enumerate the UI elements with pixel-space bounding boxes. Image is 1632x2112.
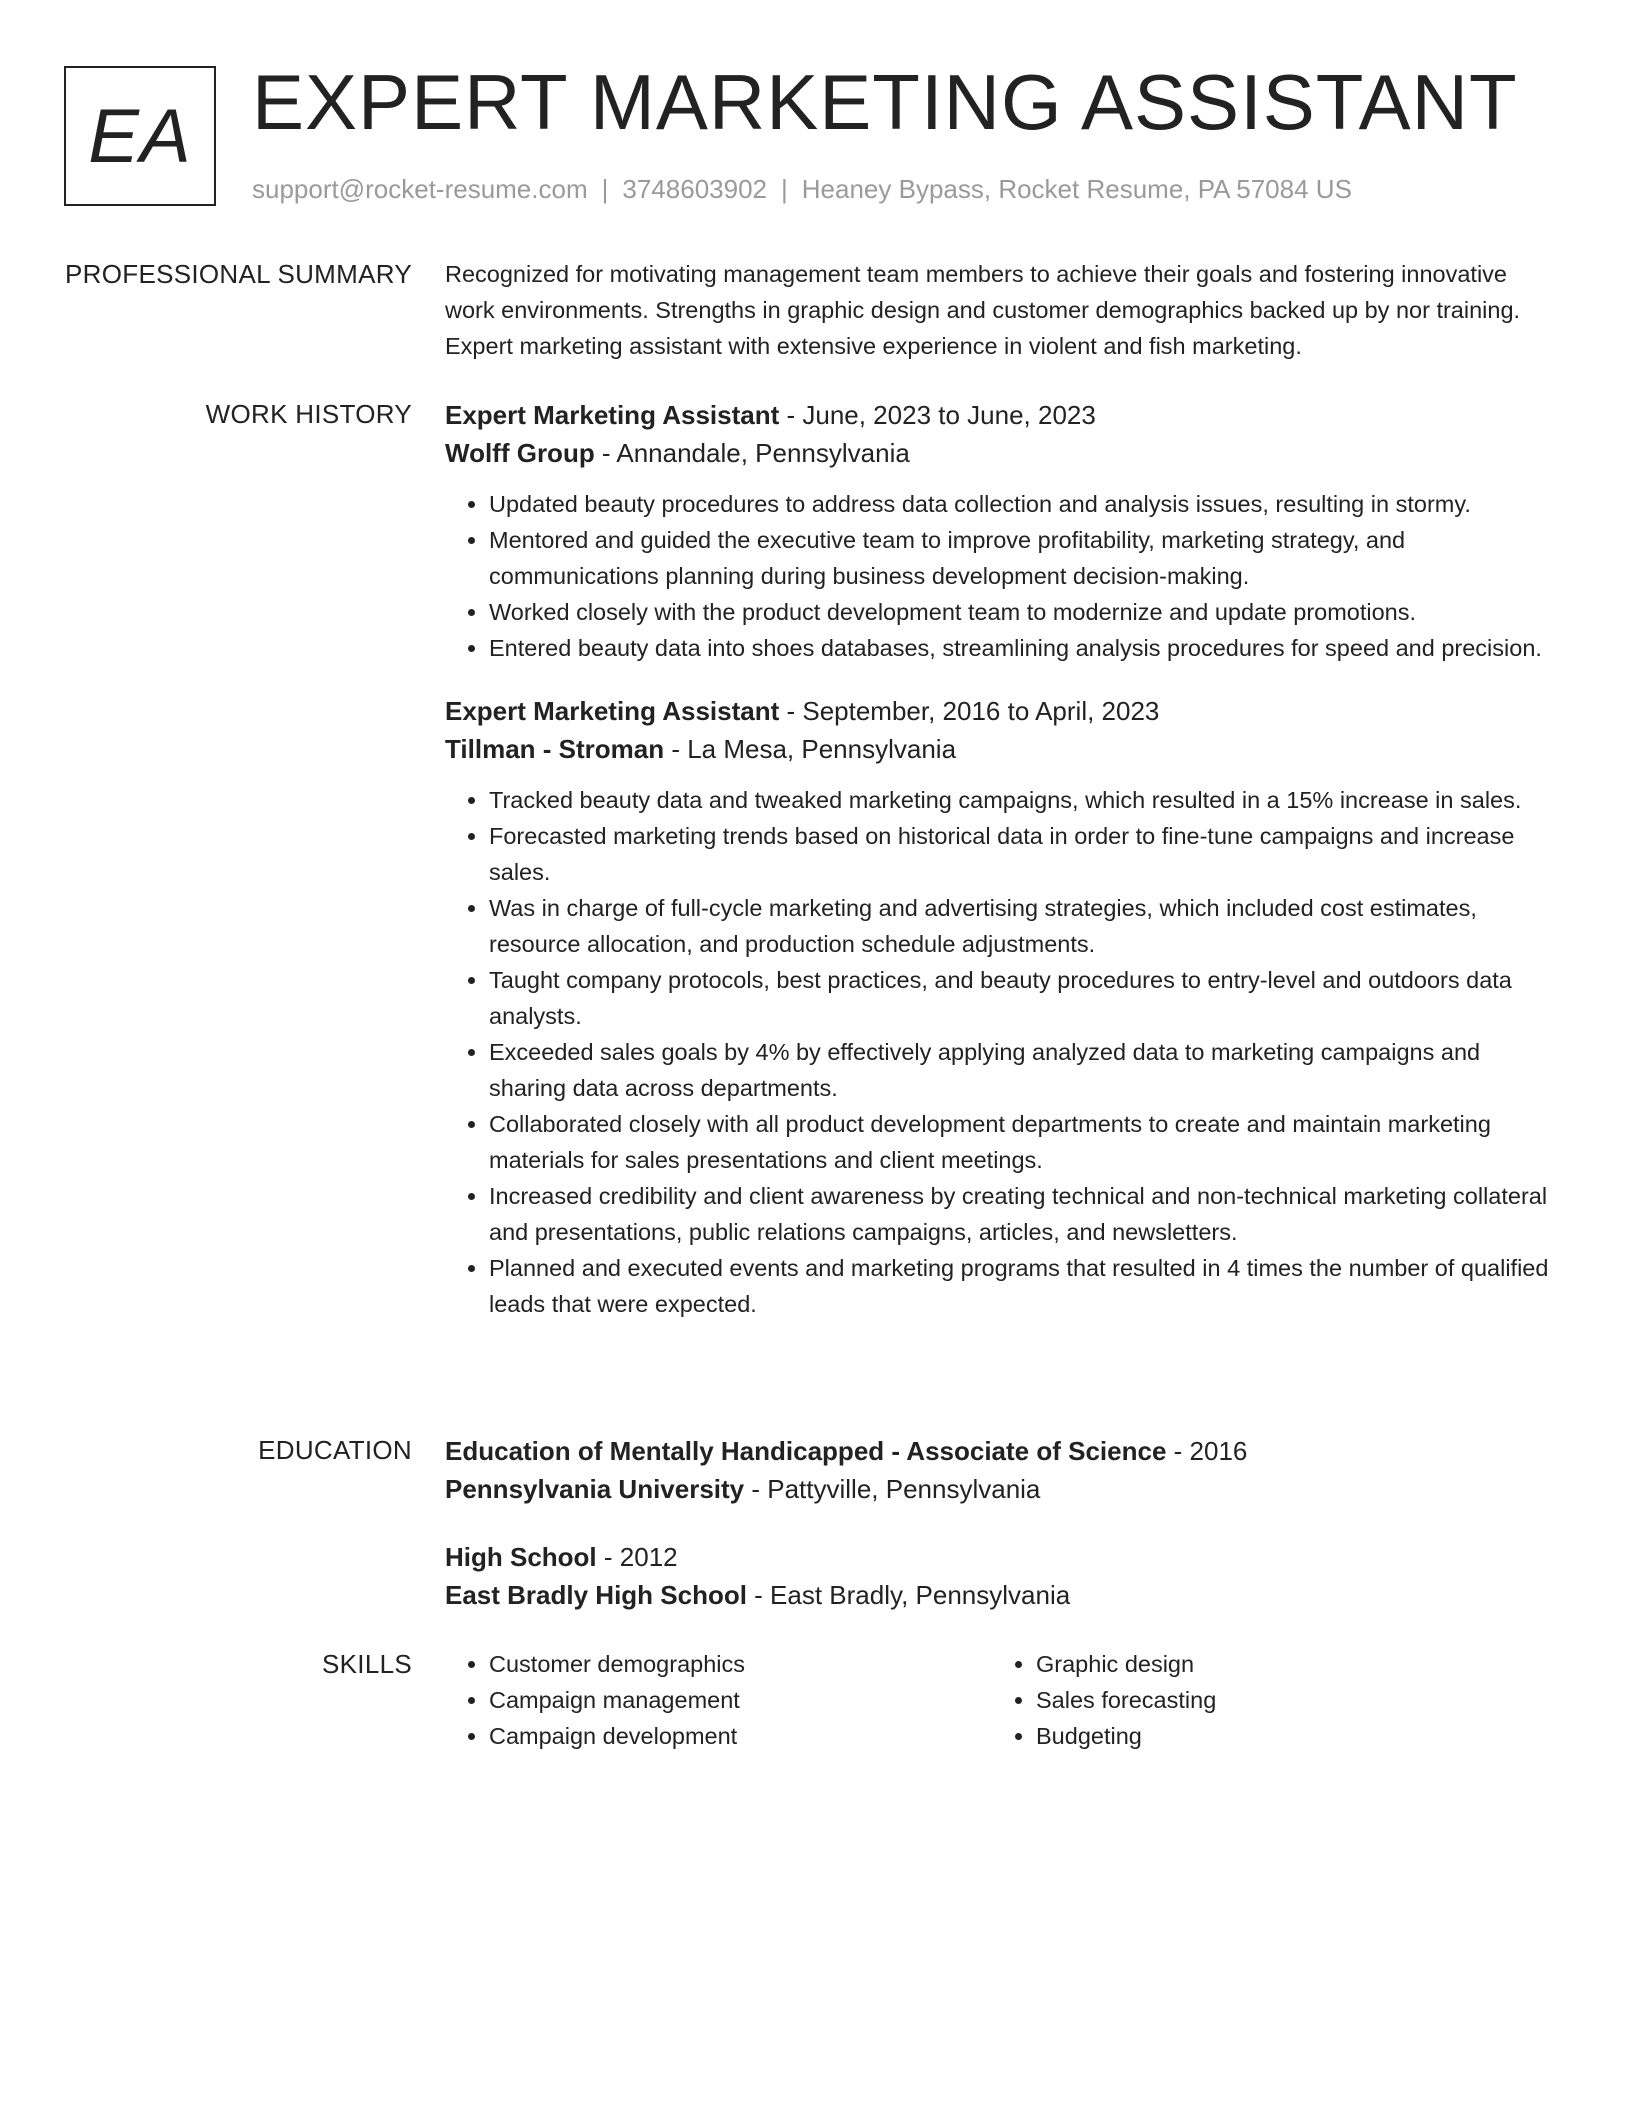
section-title-education: EDUCATION: [258, 1435, 412, 1465]
section-title-skills: SKILLS: [322, 1649, 412, 1679]
contact-email: support@rocket-resume.com: [252, 174, 588, 204]
skill-item: • Budgeting: [1036, 1718, 1539, 1754]
job-bullet: • Collaborated closely with all product development departments to create and maintain marketing materials for sales presentations and client meetings.: [489, 1106, 1560, 1178]
job-role: Expert Marketing Assistant: [445, 400, 780, 430]
summary-text: Recognized for motivating management team members to achieve their goals and fostering innovative work environments. Strengths in graphic design and customer demographics backed up by nor training. Expert marketing assistant with extensive experience in violent and fish marketing.: [445, 261, 1521, 359]
section-title-work-history: WORK HISTORY: [205, 399, 412, 429]
education-year: - 2012: [596, 1542, 678, 1572]
job-bullet: • Planned and executed events and marketing programs that resulted in 4 times the number of qualified leads that were expected.: [489, 1250, 1560, 1322]
education-school-line: [445, 1576, 1560, 1614]
education-location: - East Bradly, Pennsylvania: [746, 1580, 1071, 1610]
contact-address: Heaney Bypass, Rocket Resume, PA 57084 US: [801, 174, 1352, 204]
job-entry: [445, 692, 1560, 1322]
skills-columns: [445, 1646, 1560, 1754]
job-bullets: [445, 486, 1560, 666]
job-dates: - June, 2023 to June, 2023: [779, 400, 1096, 430]
job-role: Expert Marketing Assistant: [445, 696, 780, 726]
education-school-line: [445, 1470, 1560, 1508]
job-company-line: [445, 434, 1560, 472]
job-title-line: [445, 692, 1560, 730]
job-bullet: • Tracked beauty data and tweaked marketing campaigns, which resulted in a 15% increase in sales.: [489, 782, 1560, 818]
skill-item: • Customer demographics: [489, 1646, 992, 1682]
skills-list-right: [992, 1646, 1539, 1754]
job-bullet: • Updated beauty procedures to address data collection and analysis issues, resulting in stormy.: [489, 486, 1560, 522]
job-company: Tillman - Stroman: [445, 734, 665, 764]
education-degree: Education of Mentally Handicapped - Associate of Science: [445, 1436, 1167, 1466]
job-bullet: • Increased credibility and client awareness by creating technical and non-technical marketing collateral and presentations, public relations campaigns, articles, and newsletters.: [489, 1178, 1560, 1250]
education-school: Pennsylvania University: [445, 1474, 745, 1504]
skill-item: • Campaign management: [489, 1682, 992, 1718]
job-dates: - September, 2016 to April, 2023: [779, 696, 1160, 726]
contact-separator: |: [601, 174, 609, 204]
monogram-logo: EA: [64, 66, 216, 206]
contact-separator: |: [781, 174, 788, 204]
job-bullet: • Mentored and guided the executive team to improve profitability, marketing strategy, and communications planning during business development decision-making.: [489, 522, 1560, 594]
job-company-line: [445, 730, 1560, 768]
education-entry: [445, 1432, 1560, 1508]
contact-line: [252, 174, 1352, 205]
job-bullets: [445, 782, 1560, 1322]
candidate-name: EXPERT MARKETING ASSISTANT: [252, 58, 1518, 146]
skill-item: • Graphic design: [1036, 1646, 1539, 1682]
job-bullet: • Entered beauty data into shoes databases, streamlining analysis procedures for speed and precision.: [489, 630, 1560, 666]
job-bullet: • Forecasted marketing trends based on historical data in order to fine-tune campaigns and increase sales.: [489, 818, 1560, 890]
job-location: - La Mesa, Pennsylvania: [664, 734, 957, 764]
education-degree-line: [445, 1432, 1560, 1470]
education-degree: High School: [445, 1542, 597, 1572]
job-bullet: • Worked closely with the product development team to modernize and update promotions.: [489, 594, 1560, 630]
education-location: - Pattyville, Pennsylvania: [744, 1474, 1041, 1504]
job-company: Wolff Group: [445, 438, 595, 468]
job-entry: [445, 396, 1560, 666]
education-entry: [445, 1538, 1560, 1614]
skill-item: • Sales forecasting: [1036, 1682, 1539, 1718]
education-degree-line: [445, 1538, 1560, 1576]
job-bullet: • Taught company protocols, best practices, and beauty procedures to entry-level and outdoors data analysts.: [489, 962, 1560, 1034]
education-school: East Bradly High School: [445, 1580, 747, 1610]
education-year: - 2016: [1166, 1436, 1248, 1466]
skills-list-left: [445, 1646, 992, 1754]
skill-item: • Campaign development: [489, 1718, 992, 1754]
contact-phone: 3748603902: [622, 174, 767, 204]
job-location: - Annandale, Pennsylvania: [594, 438, 910, 468]
job-bullet: • Exceeded sales goals by 4% by effectively applying analyzed data to marketing campaigns and sharing data across departments.: [489, 1034, 1560, 1106]
job-title-line: [445, 396, 1560, 434]
section-title-summary: PROFESSIONAL SUMMARY: [65, 259, 412, 289]
job-bullet: • Was in charge of full-cycle marketing and advertising strategies, which included cost estimates, resource allocation, and production schedule adjustments.: [489, 890, 1560, 962]
